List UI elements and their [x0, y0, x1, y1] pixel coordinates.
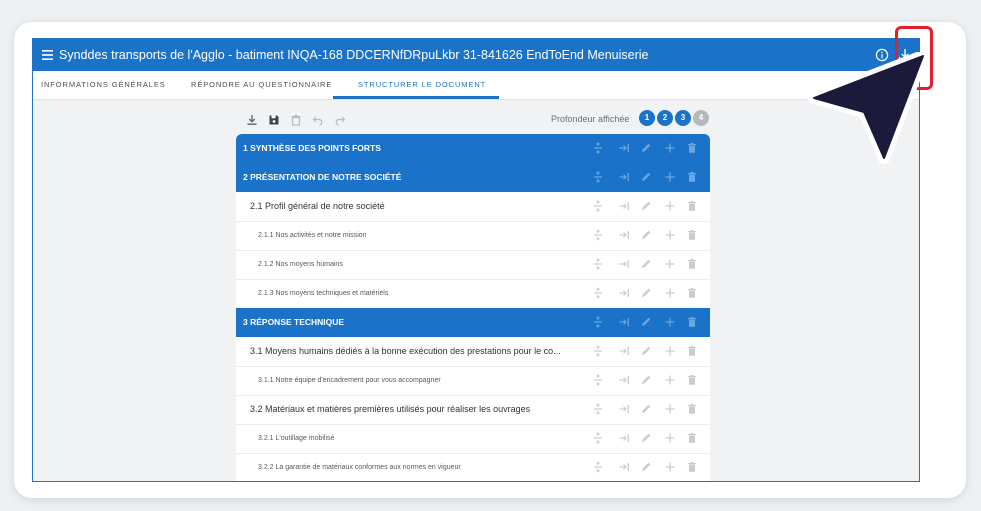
outline-row-level-1[interactable] [236, 308, 710, 337]
row-actions [592, 432, 702, 444]
row-actions [592, 229, 702, 241]
edit-icon[interactable] [640, 403, 652, 415]
add-icon[interactable] [664, 345, 676, 357]
split-icon[interactable] [592, 432, 604, 444]
outline-row-title: 3.2.1 L'outillage mobilisé [258, 435, 335, 442]
delete-icon[interactable] [686, 200, 698, 212]
delete-icon[interactable] [686, 258, 698, 270]
row-actions [592, 316, 702, 328]
split-icon[interactable] [592, 374, 604, 386]
outline-row-level-2[interactable] [236, 395, 710, 425]
indent-icon[interactable] [618, 461, 630, 473]
add-icon[interactable] [664, 142, 676, 154]
delete-icon[interactable] [686, 461, 698, 473]
split-icon[interactable] [592, 316, 604, 328]
document-structure-panel [33, 100, 919, 481]
edit-icon[interactable] [640, 200, 652, 212]
delete-icon[interactable] [290, 114, 302, 126]
edit-icon[interactable] [640, 374, 652, 386]
delete-icon[interactable] [686, 142, 698, 154]
app-title: Synddes transports de l'Agglo - batiment INQA-168 DDCERNfDRpuLkbr 31-841626 EndToEnd Menuiserie [59, 48, 649, 62]
row-actions [592, 403, 702, 415]
edit-icon[interactable] [640, 229, 652, 241]
add-icon[interactable] [664, 374, 676, 386]
tab-informations-generales[interactable]: INFORMATIONS GÉNÉRALES [41, 80, 166, 89]
add-icon[interactable] [664, 171, 676, 183]
outline-row-level-3[interactable] [236, 250, 710, 280]
add-icon[interactable] [664, 200, 676, 212]
indent-icon[interactable] [618, 142, 630, 154]
row-actions [592, 287, 702, 299]
row-actions [592, 258, 702, 270]
outline-row-level-1[interactable] [236, 163, 710, 192]
edit-icon[interactable] [640, 142, 652, 154]
outline-row-title: 3.2 Matériaux et matières premières utilisés pour réaliser les ouvrages [250, 404, 531, 414]
indent-icon[interactable] [618, 432, 630, 444]
outline-row-level-3[interactable] [236, 453, 710, 481]
edit-icon[interactable] [640, 432, 652, 444]
delete-icon[interactable] [686, 171, 698, 183]
row-actions [592, 374, 702, 386]
outline-row-level-2[interactable] [236, 192, 710, 222]
indent-icon[interactable] [618, 374, 630, 386]
outline-row-title: 3.2.2 La garantie de matériaux conformes aux normes en vigueur [258, 464, 461, 471]
edit-icon[interactable] [640, 287, 652, 299]
split-icon[interactable] [592, 142, 604, 154]
add-icon[interactable] [664, 316, 676, 328]
delete-icon[interactable] [686, 374, 698, 386]
document-outline [236, 134, 710, 481]
outline-row-title: 3 RÉPONSE TECHNIQUE [243, 317, 345, 327]
add-icon[interactable] [664, 287, 676, 299]
outline-row-title: 3.1.1 Notre équipe d'encadrement pour vous accompagner [258, 377, 441, 384]
delete-icon[interactable] [686, 287, 698, 299]
add-icon[interactable] [664, 461, 676, 473]
outline-row-title: 2.1.1 Nos activités et notre mission [258, 232, 367, 239]
add-icon[interactable] [664, 403, 676, 415]
indent-icon[interactable] [618, 287, 630, 299]
outline-row-level-3[interactable] [236, 366, 710, 396]
delete-icon[interactable] [686, 229, 698, 241]
outline-row-level-2[interactable] [236, 337, 710, 367]
delete-icon[interactable] [686, 403, 698, 415]
outline-row-level-3[interactable] [236, 221, 710, 251]
delete-icon[interactable] [686, 316, 698, 328]
edit-icon[interactable] [640, 461, 652, 473]
outline-row-title: 1 SYNTHÈSE DES POINTS FORTS [243, 143, 381, 153]
row-actions [592, 171, 702, 183]
undo-icon[interactable] [312, 114, 324, 126]
split-icon[interactable] [592, 200, 604, 212]
save-icon[interactable] [268, 114, 280, 126]
edit-icon[interactable] [640, 258, 652, 270]
depth-level-2-button[interactable]: 2 [657, 110, 673, 126]
app-header [33, 39, 919, 71]
tab-bar [33, 71, 919, 100]
row-actions [592, 200, 702, 212]
outline-row-level-3[interactable] [236, 279, 710, 309]
indent-icon[interactable] [618, 258, 630, 270]
indent-icon[interactable] [618, 200, 630, 212]
outline-row-level-1[interactable] [236, 134, 710, 163]
outline-row-level-3[interactable] [236, 424, 710, 454]
split-icon[interactable] [592, 171, 604, 183]
add-icon[interactable] [664, 432, 676, 444]
add-icon[interactable] [664, 229, 676, 241]
outline-row-title: 2.1.3 Nos moyens techniques et matériels [258, 290, 389, 297]
depth-level-1-button[interactable]: 1 [639, 110, 655, 126]
edit-icon[interactable] [640, 316, 652, 328]
indent-icon[interactable] [618, 229, 630, 241]
edit-icon[interactable] [640, 345, 652, 357]
download-icon[interactable] [246, 114, 258, 126]
tab-repondre-questionnaire[interactable]: RÉPONDRE AU QUESTIONNAIRE [191, 80, 333, 89]
tab-structurer-document[interactable]: STRUCTURER LE DOCUMENT [358, 80, 487, 89]
depth-level-3-button[interactable]: 3 [675, 110, 691, 126]
app-window [32, 38, 920, 482]
split-icon[interactable] [592, 258, 604, 270]
split-icon[interactable] [592, 461, 604, 473]
pointer-arrow [808, 52, 928, 164]
row-actions [592, 345, 702, 357]
indent-icon[interactable] [618, 171, 630, 183]
split-icon[interactable] [592, 345, 604, 357]
row-actions [592, 142, 702, 154]
split-icon[interactable] [592, 403, 604, 415]
split-icon[interactable] [592, 287, 604, 299]
split-icon[interactable] [592, 229, 604, 241]
add-icon[interactable] [664, 258, 676, 270]
row-actions [592, 461, 702, 473]
depth-level-4-button[interactable]: 4 [693, 110, 709, 126]
outline-row-title: 2.1 Profil général de notre société [250, 201, 385, 211]
active-tab-indicator [333, 96, 499, 99]
delete-icon[interactable] [686, 345, 698, 357]
indent-icon[interactable] [618, 345, 630, 357]
outline-row-title: 3.1 Moyens humains dédiés à la bonne exécution des prestations pour le co... [250, 346, 561, 356]
outline-row-title: 2 PRÉSENTATION DE NOTRE SOCIÉTÉ [243, 172, 402, 182]
indent-icon[interactable] [618, 403, 630, 415]
redo-icon[interactable] [334, 114, 346, 126]
depth-label: Profondeur affichée [551, 114, 630, 124]
delete-icon[interactable] [686, 432, 698, 444]
edit-icon[interactable] [640, 171, 652, 183]
menu-icon[interactable] [41, 46, 55, 64]
indent-icon[interactable] [618, 316, 630, 328]
outline-row-title: 2.1.2 Nos moyens humains [258, 261, 343, 268]
